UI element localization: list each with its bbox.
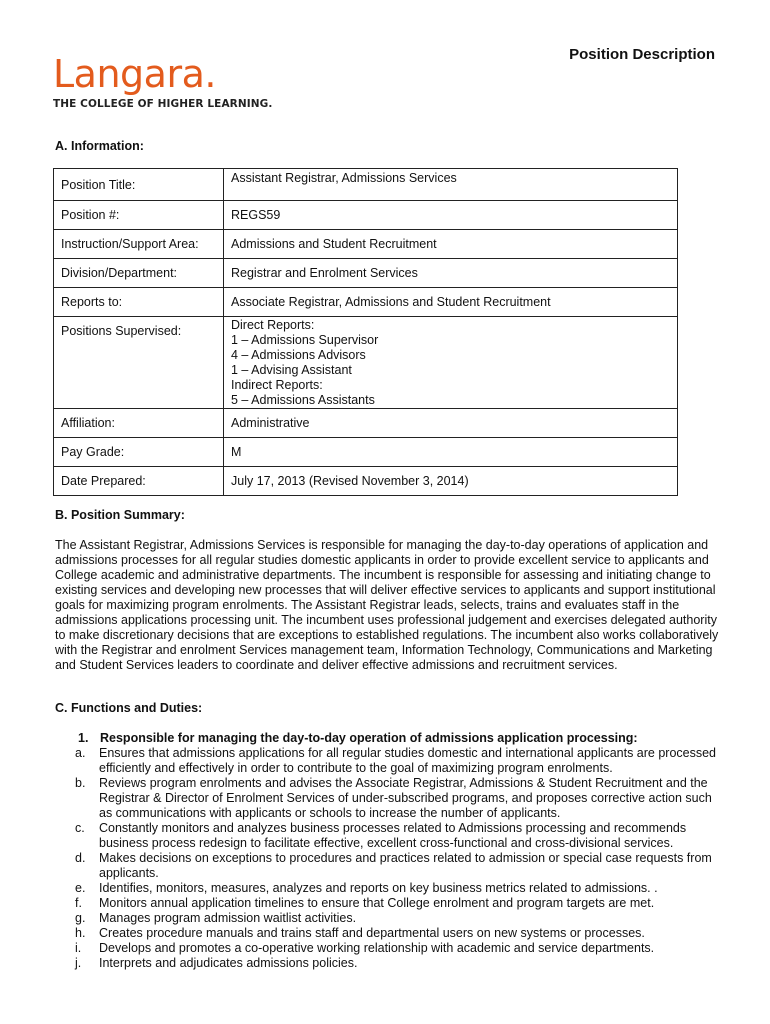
position-number-label: Position #: [54, 201, 224, 230]
list-item [75, 821, 725, 851]
section-a-heading: A. Information: [55, 139, 144, 153]
position-title-value: Assistant Registrar, Admissions Services [224, 169, 678, 201]
table-row [54, 259, 678, 288]
item-text: Makes decisions on exceptions to procedures and practices related to admission or special case requests from applicants. [99, 851, 712, 880]
table-row [54, 438, 678, 467]
item-text: Ensures that admissions applications for all regular studies domestic and international applicants are processed efficiently and effectively in order to contribute to the goal of maximizing program enrolments. [99, 746, 717, 775]
item-letter: d. [75, 851, 86, 865]
list-item [75, 896, 725, 911]
pay-grade-label: Pay Grade: [54, 438, 224, 467]
item-text: Manages program admission waitlist activities. [99, 911, 357, 925]
affiliation-label: Affiliation: [54, 409, 224, 438]
item-text: Interprets and adjudicates admissions policies. [99, 956, 358, 970]
page-title: Position Description [569, 46, 715, 63]
supervised-line: 4 – Admissions Advisors [231, 348, 366, 362]
logo-tagline: THE COLLEGE OF HIGHER LEARNING. [53, 98, 273, 110]
section-c-heading: C. Functions and Duties: [55, 701, 203, 715]
item-letter: j. [75, 956, 82, 970]
position-title-label: Position Title: [54, 169, 224, 201]
item-text: Reviews program enrolments and advises the Associate Registrar, Admissions & Student Recruitment and the Registrar & Director of Enrolment Services of under-subscribed programs, and proposes corrective action such as communications with applicants or schools to increase the number of applicants. [99, 776, 712, 820]
list-item [75, 851, 725, 881]
item-letter: a. [75, 746, 86, 760]
item-letter: f. [75, 896, 82, 910]
section-b-heading: B. Position Summary: [55, 508, 185, 522]
position-summary: The Assistant Registrar, Admissions Services is responsible for managing the day-to-day operations of application and admissions processes for all regular studies domestic applicants in order to provide excellent service to applicants and College academic and administrative departments. The incumbent is responsible for assessing and initiating change to existing services and developing new processes that will deliver effective services to applicants and support institutional goals for maximizing program enrolments. The Assistant Registrar leads, selects, trains and evaluates staff in the admissions applications processing unit. The incumbent uses professional judgement and exercises delegated authority to make discretionary decisions that are exceptions to established regulations. The incumbent also works collaboratively with the Registrar and enrolment Services management team, Information Technology, Communications and Marketing and Student Services leaders to coordinate and deliver effective admissions and recruitment services. [55, 538, 719, 672]
supervised-line: Indirect Reports: [231, 378, 323, 392]
item-text: Constantly monitors and analyzes business processes related to Admissions processing and recommends business process redesign to facilitate effective, excellent cross-functional and cross-divisional services. [99, 821, 687, 850]
item-letter: h. [75, 926, 86, 940]
information-table [53, 168, 678, 496]
supervised-line: 5 – Admissions Assistants [231, 393, 375, 407]
position-number-value: REGS59 [224, 201, 678, 230]
table-row [54, 230, 678, 259]
pay-grade-value: M [224, 438, 678, 467]
item-letter: c. [75, 821, 85, 835]
division-label: Division/Department: [54, 259, 224, 288]
duty-number: 1. [78, 731, 89, 745]
item-letter: e. [75, 881, 86, 895]
list-item [75, 956, 725, 971]
list-item [75, 911, 725, 926]
college-logo [53, 52, 272, 110]
list-item [75, 776, 725, 821]
table-row [54, 409, 678, 438]
reports-to-value: Associate Registrar, Admissions and Student Recruitment [224, 288, 678, 317]
table-row [54, 467, 678, 496]
affiliation-value: Administrative [224, 409, 678, 438]
list-item [75, 926, 725, 941]
list-item [75, 881, 725, 896]
table-row [54, 201, 678, 230]
supervised-label: Positions Supervised: [54, 317, 224, 409]
item-text: Monitors annual application timelines to ensure that College enrolment and program targets are met. [99, 896, 655, 910]
duty-heading [78, 731, 638, 745]
list-item [75, 746, 725, 776]
date-prepared-label: Date Prepared: [54, 467, 224, 496]
list-item [75, 941, 725, 956]
supervised-line: 1 – Advising Assistant [231, 363, 352, 377]
item-letter: b. [75, 776, 86, 790]
duty-title: Responsible for managing the day-to-day operation of admissions application processing: [100, 731, 638, 745]
supervised-line: Direct Reports: [231, 318, 315, 332]
support-area-value: Admissions and Student Recruitment [224, 230, 678, 259]
date-prepared-value: July 17, 2013 (Revised November 3, 2014) [224, 467, 678, 496]
table-row [54, 169, 678, 201]
table-row [54, 317, 678, 409]
supervised-line: 1 – Admissions Supervisor [231, 333, 379, 347]
item-letter: i. [75, 941, 82, 955]
item-letter: g. [75, 911, 86, 925]
duty-list [75, 746, 725, 971]
reports-to-label: Reports to: [54, 288, 224, 317]
table-row [54, 288, 678, 317]
item-text: Creates procedure manuals and trains staff and departmental users on new systems or processes. [99, 926, 645, 940]
support-area-label: Instruction/Support Area: [54, 230, 224, 259]
item-text: Identifies, monitors, measures, analyzes and reports on key business metrics related to admissions. . [99, 881, 658, 895]
division-value: Registrar and Enrolment Services [224, 259, 678, 288]
supervised-value [224, 317, 678, 409]
logo-wordmark: Langara. [53, 52, 216, 96]
item-text: Develops and promotes a co-operative working relationship with academic and service departments. [99, 941, 655, 955]
